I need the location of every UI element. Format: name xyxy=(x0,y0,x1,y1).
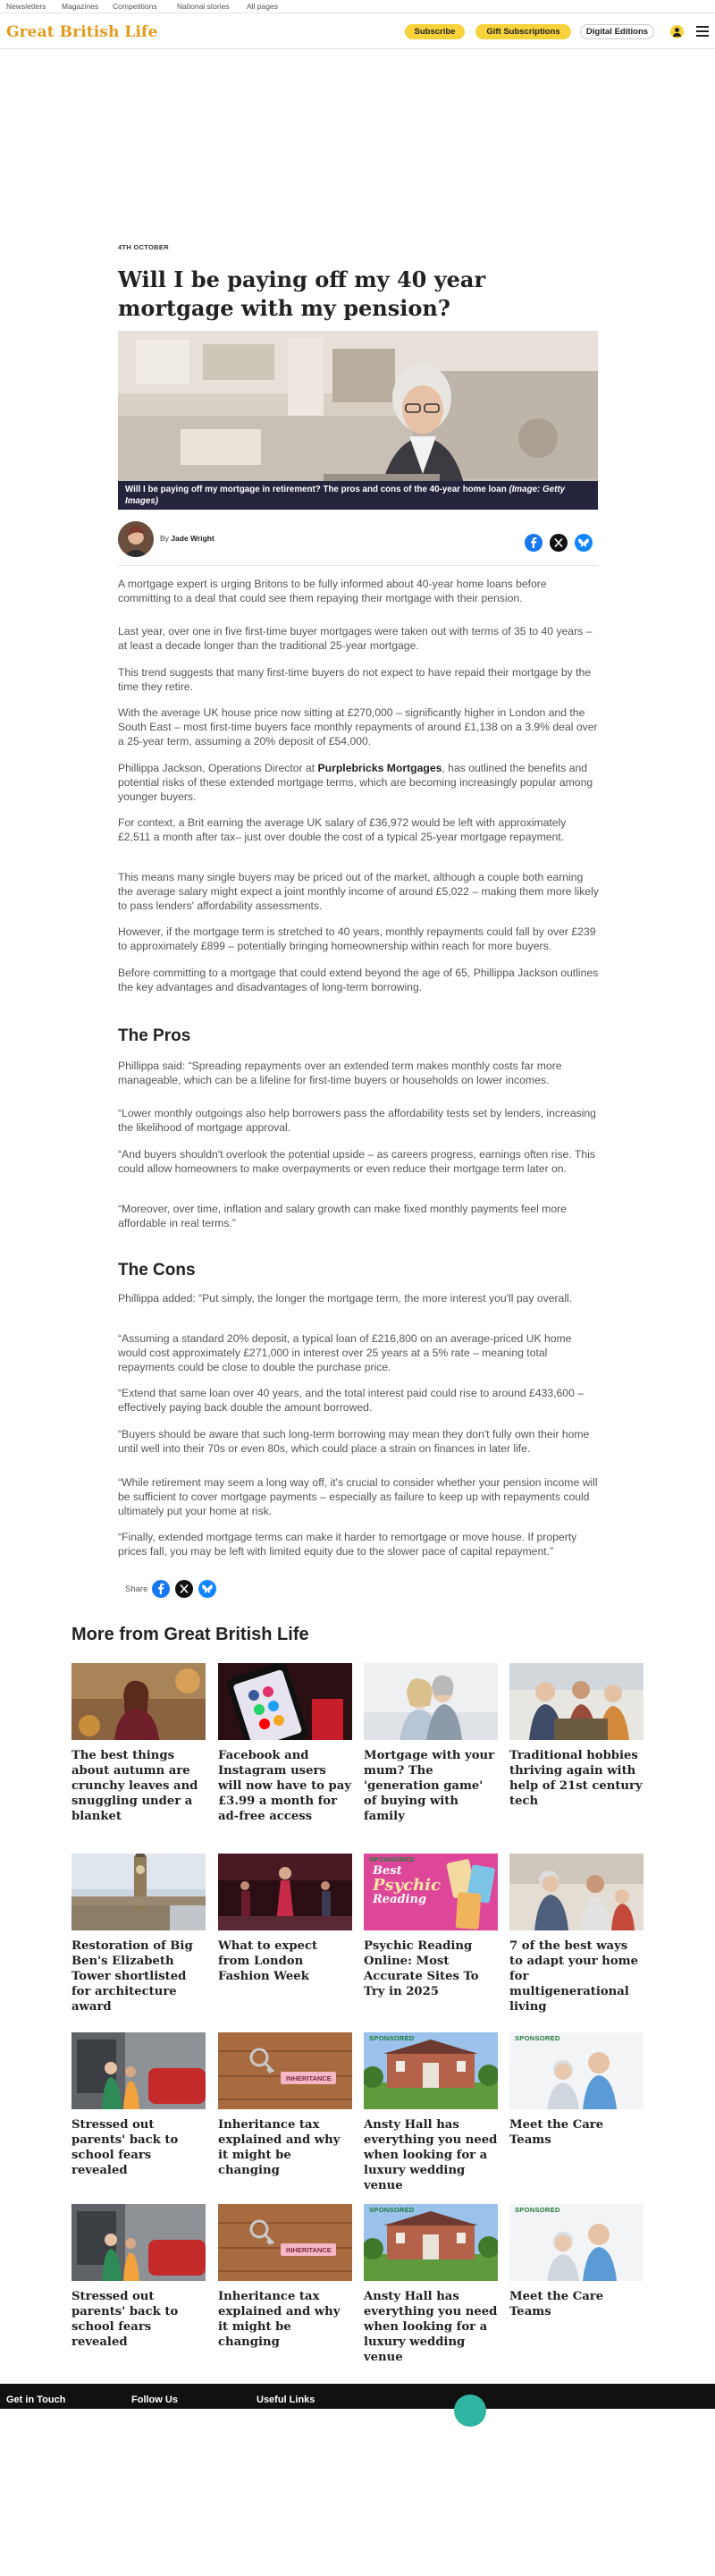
paragraph-text: , has outlined the benefits and potential risks of these extended mortgage terms, which are becoming increasingly popular among younger buyers. xyxy=(118,762,593,803)
thumb-text: Psychic xyxy=(373,1876,441,1895)
article-paragraph: A mortgage expert is urging Britons to be fully informed about 40-year home loans before committing to a deal that could see them repaying their mortgage with their pension. xyxy=(118,578,547,604)
article-paragraph: Phillippa added: “Put simply, the longer the mortgage term, the more interest you'll pay overall. xyxy=(118,1292,573,1305)
site-header xyxy=(0,13,715,49)
x-share-icon[interactable] xyxy=(175,1580,193,1598)
topbar-link-all-pages[interactable]: All pages xyxy=(247,2,278,11)
article-paragraph: However, if the mortgage term is stretched to 40 years, monthly repayments could fall by over £239 to approximately £899 – potentially bringing homeownership within reach for more buyers. xyxy=(118,925,596,952)
card-title: Stressed out parents' back to school fears revealed xyxy=(72,2290,179,2349)
card-thumbnail xyxy=(218,2032,352,2109)
gift-subscriptions-button[interactable]: Gift Subscriptions xyxy=(475,24,571,39)
footer-heading-get-in-touch: Get in Touch xyxy=(6,2394,66,2405)
byline-prefix: By xyxy=(160,534,169,543)
topbar-link-newsletters[interactable]: Newsletters xyxy=(6,2,46,11)
card-title: What to expect from London Fashion Week xyxy=(218,1939,318,1983)
digital-editions-button[interactable]: Digital Editions xyxy=(580,24,654,39)
footer-heading-useful-links: Useful Links xyxy=(257,2394,315,2405)
card-thumbnail xyxy=(364,2204,498,2281)
account-icon[interactable] xyxy=(670,25,684,38)
card-title: Meet the Care Teams xyxy=(509,2118,604,2147)
byline-divider xyxy=(118,565,598,566)
topbar-link-competitions[interactable]: Competitions xyxy=(113,2,157,11)
site-logo[interactable]: Great British Life xyxy=(6,23,158,41)
card-thumbnail xyxy=(72,1854,206,1930)
card-title: Ansty Hall has everything you need when looking for a luxury wedding venue xyxy=(364,2290,498,2364)
cons-heading: The Cons xyxy=(118,1261,196,1280)
article-date: 4TH OCTOBER xyxy=(118,243,169,251)
article-paragraph: For context, a Brit earning the average UK salary of £36,972 would be left with approximately £2,511 a month after tax– just over double the cost of a typical 25-year mortgage repayment. xyxy=(118,816,567,843)
purplebricks-link[interactable]: Purplebricks Mortgages xyxy=(317,762,442,774)
article-title: Will I be paying off my 40 year mortgage with my pension? xyxy=(118,266,486,321)
article-paragraph: “Lower monthly outgoings also help borrowers pass the affordability tests set by lenders, increasing the likelihood of mortgage approval. xyxy=(118,1107,596,1134)
article-paragraph: “Extend that same loan over 40 years, and the total interest paid could rise to around £433,600 – effectively paying back double the amount borrowed. xyxy=(118,1387,585,1414)
subscribe-button[interactable]: Subscribe xyxy=(405,24,465,39)
thumb-text: Reading xyxy=(373,1893,427,1906)
footer-heading-follow-us: Follow Us xyxy=(131,2394,178,2405)
card-thumbnail xyxy=(218,2204,352,2281)
card-title: Mortgage with your mum? The 'generation game' of buying with family xyxy=(364,1749,495,1823)
article-paragraph: With the average UK house price now sitting at £270,000 – significantly higher in London and the South East – most first-time buyers face monthly repayments of around £1,138 on a 3.9% deal over a 25-year term, assuming a 20% deposit of £54,000. xyxy=(118,706,598,747)
topbar-link-magazines[interactable]: Magazines xyxy=(62,2,99,11)
byline xyxy=(160,534,214,543)
card-thumbnail xyxy=(72,2032,206,2109)
sponsored-badge: SPONSORED xyxy=(515,2034,560,2042)
sponsored-badge: SPONSORED xyxy=(369,2034,415,2042)
hero-caption xyxy=(118,481,598,510)
card-thumbnail xyxy=(364,2032,498,2109)
card-thumbnail xyxy=(509,1854,644,1930)
article-paragraph: “Buyers should be aware that such long-term borrowing may mean they don't fully own their home until well into their 70s or even 80s, which could place a strain on finances in later life. xyxy=(118,1428,590,1455)
card-title: The best things about autumn are crunchy leaves and snuggling under a blanket xyxy=(72,1749,198,1823)
article-paragraph: Before committing to a mortgage that could extend beyond the age of 65, Phillippa Jackson outlines the key advantages and disadvantages of long-term borrowing. xyxy=(118,967,599,993)
sponsored-badge: SPONSORED xyxy=(369,1855,415,1863)
author-name[interactable]: Jade Wright xyxy=(171,534,214,543)
article-paragraph: Phillippa said: “Spreading repayments over an extended term makes monthly costs far more manageable, which can be a lifeline for first-time buyers or households on lower incomes. xyxy=(118,1060,562,1086)
card-title: Inheritance tax explained and why it might be changing xyxy=(218,2290,341,2349)
article-paragraph: This means many single buyers may be priced out of the market, although a couple both earning the average salary might expect a joint monthly income of around £5,022 – making them more likely to pass lenders' affordability assessments. xyxy=(118,871,599,912)
top-utility-bar xyxy=(0,0,715,13)
bluesky-share-icon[interactable] xyxy=(198,1580,216,1598)
card-thumbnail xyxy=(72,2204,206,2281)
article-paragraph: “While retirement may seem a long way off, it's crucial to consider whether your pension income will be sufficient to cover mortgage payments – especially as failure to keep up with repayments could ultimately put your home at risk. xyxy=(118,1476,598,1517)
card-title: Stressed out parents' back to school fears revealed xyxy=(72,2118,179,2177)
facebook-share-icon[interactable] xyxy=(152,1580,170,1598)
article-paragraph: Last year, over one in five first-time buyer mortgages were taken out with terms of 35 to 40 years – at least a decade longer than the traditional 25-year mortgage. xyxy=(118,625,593,652)
card-title: Restoration of Big Ben's Elizabeth Tower shortlisted for architecture award xyxy=(72,1939,193,2014)
card-title: Inheritance tax explained and why it might be changing xyxy=(218,2118,341,2177)
sponsored-badge: SPONSORED xyxy=(515,2206,560,2214)
card-title: Meet the Care Teams xyxy=(509,2290,604,2318)
card-title: 7 of the best ways to adapt your home for multigenerational living xyxy=(509,1939,639,2014)
thumb-text: Best xyxy=(373,1864,402,1878)
card-thumbnail xyxy=(218,1854,352,1930)
card-title: Ansty Hall has everything you need when looking for a luxury wedding venue xyxy=(364,2118,498,2192)
article-paragraph xyxy=(118,761,601,804)
article-paragraph: “Finally, extended mortgage terms can make it harder to remortgage or move house. If property prices fall, you may be left with limited equity due to the slower pace of capital repayment.” xyxy=(118,1531,577,1558)
site-footer xyxy=(0,2384,715,2409)
card-thumbnail xyxy=(509,2204,644,2281)
card-thumbnail xyxy=(72,1663,206,1740)
share-label: Share xyxy=(125,1584,148,1594)
card-title: Facebook and Instagram users will now have to pay £3.99 a month for ad-free access xyxy=(218,1749,351,1823)
author-avatar xyxy=(118,521,154,557)
sponsored-badge: SPONSORED xyxy=(369,2206,415,2214)
card-title: Psychic Reading Online: Most Accurate Sites To Try in 2025 xyxy=(364,1939,479,1998)
card-thumbnail xyxy=(364,1854,498,1930)
paragraph-text: Phillippa Jackson, Operations Director at xyxy=(118,762,318,774)
card-title: Traditional hobbies thriving again with help of 21st century tech xyxy=(509,1749,643,1808)
topbar-link-national-stories[interactable]: National stories xyxy=(177,2,230,11)
card-thumbnail xyxy=(509,1663,644,1740)
card-thumbnail xyxy=(509,2032,644,2109)
footer-badge-icon xyxy=(454,2394,486,2427)
caption-text: Will I be paying off my mortgage in retirement? The pros and cons of the 40-year home loan xyxy=(125,485,507,494)
thumb-tag: INHERITANCE xyxy=(286,2074,332,2082)
article-paragraph: “And buyers shouldn't overlook the potential upside – as careers progress, earnings often rise. This could allow homeowners to make overpayments or even reduce their mortgage term later on. xyxy=(118,1148,595,1175)
card-thumbnail xyxy=(364,1663,498,1740)
card-thumbnail xyxy=(218,1663,352,1740)
pros-heading: The Pros xyxy=(118,1026,191,1045)
article-paragraph: “Assuming a standard 20% deposit, a typical loan of £216,800 on an average-priced UK home would cost approximately £271,000 in interest over 25 years at a 5% rate – meaning total repayments could be close to double the purchase price. xyxy=(118,1332,572,1373)
x-share-icon[interactable] xyxy=(550,534,568,552)
article-paragraph: “Moreover, over time, inflation and salary growth can make fixed monthly payments feel more affordable in real terms.” xyxy=(118,1203,567,1229)
menu-icon[interactable] xyxy=(696,26,709,37)
facebook-share-icon[interactable] xyxy=(525,534,543,552)
caption-credit: (Image: Getty Images) xyxy=(125,485,566,506)
thumb-tag: INHERITANCE xyxy=(286,2246,332,2254)
article-paragraph: This trend suggests that many first-time buyers do not expect to have repaid their mortgage by the time they retire. xyxy=(118,666,592,693)
more-section-heading: More from Great British Life xyxy=(72,1625,309,1644)
bluesky-share-icon[interactable] xyxy=(575,534,593,552)
